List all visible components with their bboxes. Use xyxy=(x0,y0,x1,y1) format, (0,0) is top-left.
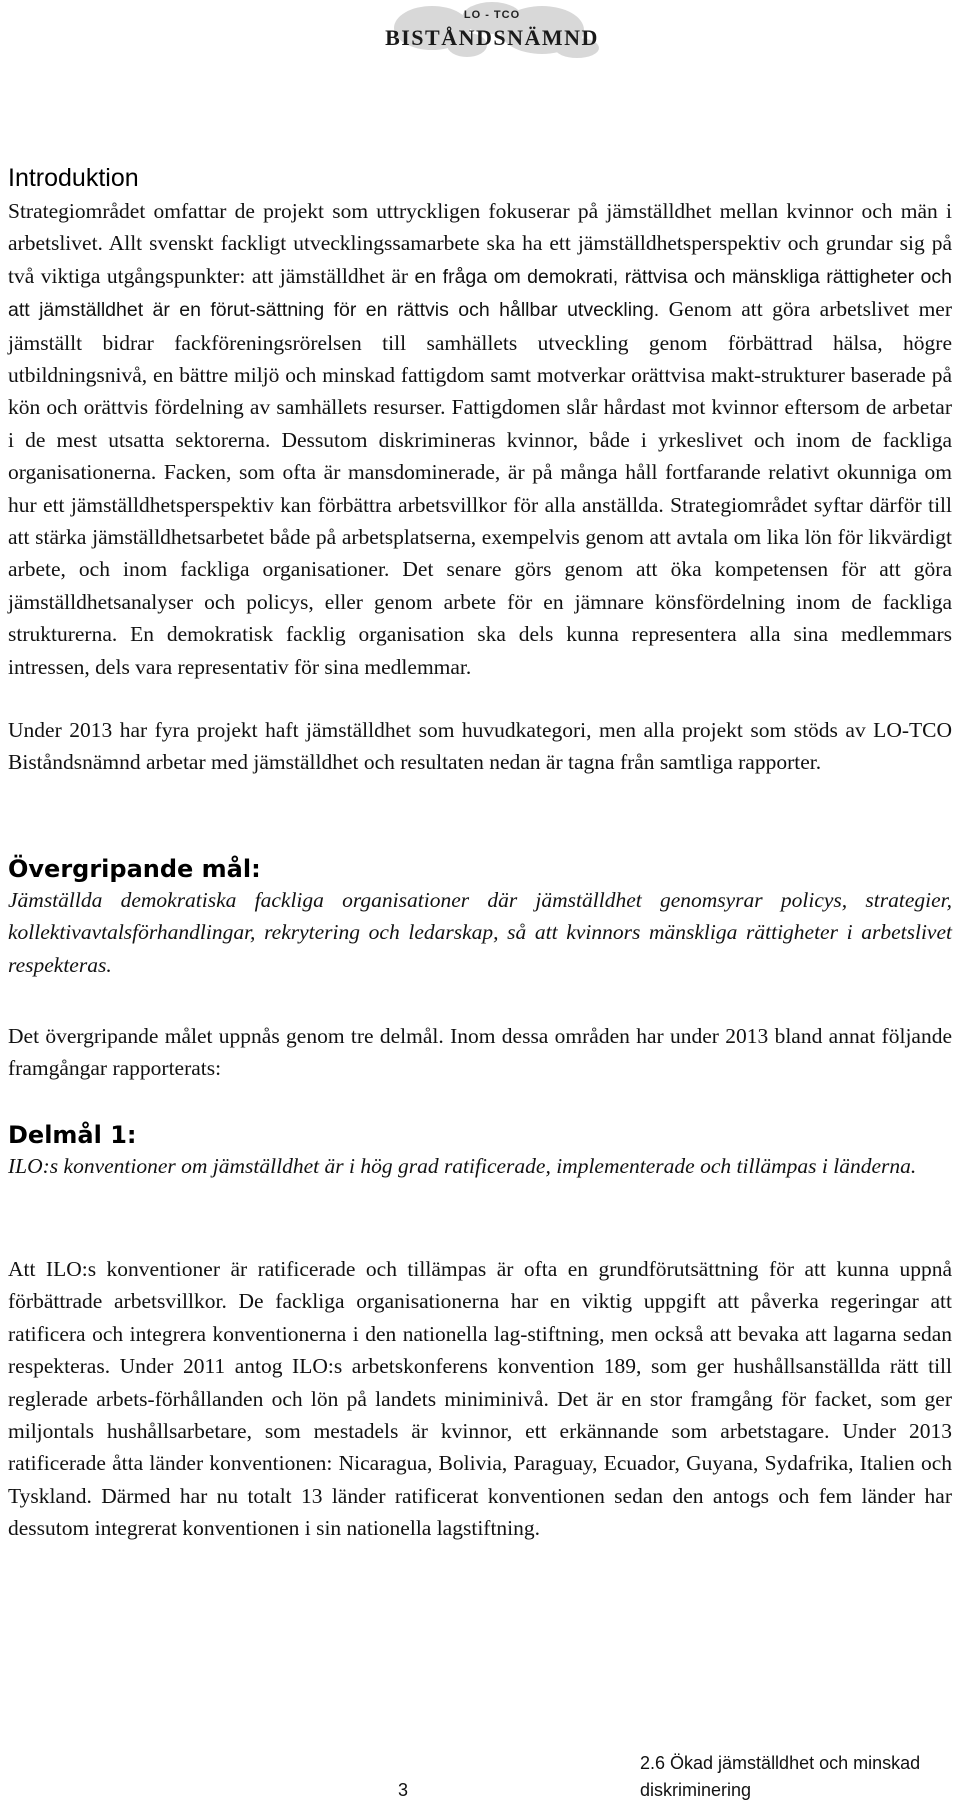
footer-section-title: 2.6 Ökad jämställdhet och minskad diskriminering xyxy=(640,1753,921,1800)
goal-text: Det övergripande målet uppnås genom tre delmål. Inom dessa områden har under 2013 bland annat följande framgångar rapporterats: xyxy=(8,1024,952,1081)
goal-statement: Jämställda demokratiska fackliga organisationer där jämställdhet genomsyrar policys, strategier, kollektivavtalsförhandlingar, rekrytering och ledarskap, så att kvinnors mänskliga rättigheter i arbetslivet respekteras. xyxy=(8,888,952,977)
lo-tco-logo xyxy=(372,0,612,62)
intro-paragraph-part-a: Strategiområdet omfattar de projekt som uttryckligen fokuserar på jämställdhet mellan kvinnor och män i arbetslivet. Allt svenskt fackligt utvecklingssamarbete ska ha ett jämställdhetsperspektiv och grundar sig på två viktiga utgångspunkter: att jämställdhet är xyxy=(8,199,952,288)
logo-main-text: BISTÅNDSNÄMND xyxy=(385,25,599,50)
intro-paragraph-part-b: Genom att göra arbetslivet mer jämställt bidrar fackföreningsrörelsen till samhällets utveckling genom förbättrad hälsa, högre utbildningsnivå, en bättre miljö och minskad fattigdom samt motverkar orättvisa makt-strukturer baserade på kön och orättvis fördelning av samhällets resurser. Fattigdomen slår hårdast mot kvinnor eftersom de arbetar i de mest utsatta sektorerna. Dessutom diskrimineras kvinnor, både i yrkeslivet och inom de fackliga organisationerna. Facken, som ofta är mansdominerade, är på många håll fortfarande relativt okunniga om hur ett jämställdhetsperspektiv kan förbättra arbetsvillkor för alla anställda. Strategiområdet syftar därför till att stärka jämställdhetsarbetet både på arbetsplatserna, exempelvis genom att avtala om lika lön för likvärdigt arbete, och inom fackliga organisationer. Det senare görs genom att öka kompetensen för att göra jämställdhetsanalyser och policys, eller genom arbete för en jämnare könsfördelning inom de fackliga strukturerna. En demokratisk facklig organisation ska dels kunna representera alla sina medlemmars intressen, dels vara representativ för sina medlemmar. xyxy=(8,297,953,679)
intro-paragraph-2: Under 2013 har fyra projekt haft jämställdhet som huvudkategori, men alla projekt som stöds av LO-TCO Biståndsnämnd arbetar med jämställdhet och resultaten nedan är tagna från samtliga rapporter. xyxy=(8,718,952,775)
page-number: 3 xyxy=(398,1780,409,1800)
heading-overgripande-mal: Övergripande mål: xyxy=(8,855,261,883)
delmal1-text: Att ILO:s konventioner är ratificerade och tillämpas är ofta en grundförutsättning för att kunna uppnå förbättrade arbetsvillkor. De fackliga organisationerna har en viktig uppgift att påverka regeringar att ratificera och integrera konventionerna i den nationella lag-stiftning, men också att bevaka att lagarna sedan respekteras. Under 2011 antog ILO:s arbetskonferens konvention 189, som ger hushållsanställda rätt till reglerade arbets-förhållanden och lön på landets miniminivå. Det är en stor framgång för facket, som ger miljontals hushållsarbetare, som mestadels är kvinnor, ett erkännande som arbetstagare. Under 2013 ratificerade åtta länder konventionen: Nicaragua, Bolivia, Paraguay, Ecuador, Guyana, Sydafrika, Italien och Tyskland. Därmed har nu totalt 13 länder ratificerat konventionen sedan den antogs och fem länder har dessutom integrerat konventionen i sin nationella lagstiftning. xyxy=(8,1257,952,1541)
delmal1-statement: ILO:s konventioner om jämställdhet är i hög grad ratificerade, implementerade och tillämpas i länderna. xyxy=(8,1154,917,1178)
intro-paragraph xyxy=(8,195,952,683)
heading-delmal-1: Delmål 1: xyxy=(8,1121,137,1149)
intro-paragraph-sans-part: en fråga om demokrati, rättvisa och mänskliga rättigheter och att jämställdhet är en förut-sättning för en rättvis och hållbar utveckling. xyxy=(8,265,952,322)
logo-top-text: LO - TCO xyxy=(463,9,521,21)
heading-introduktion: Introduktion xyxy=(8,164,139,192)
